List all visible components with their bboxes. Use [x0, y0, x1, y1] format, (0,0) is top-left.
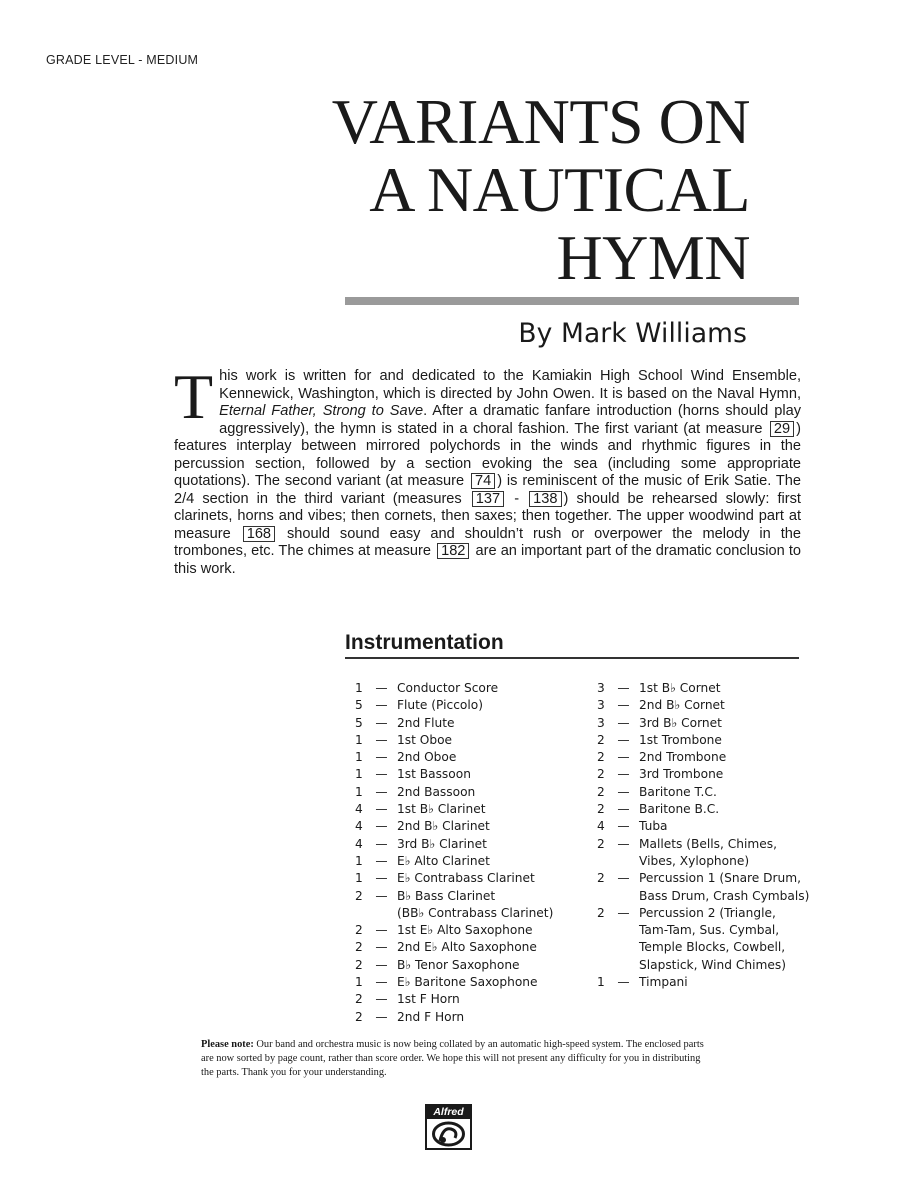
title-line: HYMN	[556, 222, 750, 293]
instrument-name: 1st B♭ Cornet	[639, 681, 721, 695]
instrument-name: 2nd E♭ Alto Saxophone	[397, 940, 537, 955]
page-title	[332, 88, 750, 292]
instrument-quantity: 4	[355, 836, 363, 851]
instrument-quantity: 3	[597, 681, 605, 695]
instrument-name: 1st E♭ Alto Saxophone	[397, 923, 533, 938]
instrument-row	[597, 715, 827, 732]
instrument-dash: —	[375, 1009, 388, 1024]
instrument-dash: —	[375, 853, 388, 868]
instrument-quantity: 1	[355, 767, 363, 782]
instrument-name: 2nd Oboe	[397, 750, 457, 765]
instrument-dash: —	[375, 784, 388, 799]
notes-text: ) should be rehearsed slowly: first clarinets, horns and vibes; then cornets, then saxes; then together. The upper woodwind part at measure	[174, 490, 801, 542]
instrument-row	[597, 801, 827, 818]
instrument-row	[355, 853, 595, 870]
logo-text: Alfred	[427, 1106, 470, 1119]
instrument-row	[355, 715, 595, 732]
instrument-name: B♭ Bass Clarinet	[397, 888, 496, 903]
instrument-dash: —	[375, 923, 388, 938]
instrument-row	[597, 749, 827, 766]
instrument-name: Percussion 2 (Triangle,	[639, 905, 776, 920]
instrument-name: E♭ Alto Clarinet	[397, 853, 490, 868]
instrument-row	[597, 818, 827, 835]
instrument-name: 2nd Bassoon	[397, 784, 476, 799]
instrument-name: Vibes, Xylophone)	[639, 853, 750, 868]
instrument-dash: —	[617, 905, 630, 920]
instrument-row	[355, 939, 595, 956]
instrument-name: 1st Oboe	[397, 732, 453, 747]
alfred-music-logo-icon	[425, 1104, 472, 1150]
instrument-quantity: 2	[597, 836, 605, 851]
instrument-row	[597, 697, 827, 714]
instrument-dash: —	[375, 871, 388, 886]
note-label: Please note:	[201, 1039, 254, 1050]
instrument-dash: —	[375, 992, 388, 1007]
instrument-name: Slapstick, Wind Chimes)	[639, 957, 786, 972]
measure-number-box: 168	[243, 526, 275, 542]
instrument-row	[597, 870, 827, 887]
instrument-dash	[608, 888, 639, 905]
instrument-dash: —	[617, 715, 630, 730]
instrument-quantity: 5	[355, 698, 363, 713]
instrument-name: Bass Drum, Crash Cymbals)	[639, 888, 810, 903]
instrument-name: Tam-Tam, Sus. Cymbal,	[639, 923, 780, 938]
instrument-quantity	[355, 905, 366, 922]
note-text: Our band and orchestra music is now being collated by an automatic high-speed system. The enclosed parts are now sorted by page count, rather than score order. We hope this will not present any difficulty for you in distributing the parts. Thank you for your understanding.	[201, 1039, 704, 1078]
drop-cap: T	[174, 361, 214, 432]
instrument-row	[597, 784, 827, 801]
instrument-row	[355, 922, 595, 939]
program-notes	[174, 361, 802, 578]
instrument-quantity: 2	[355, 923, 363, 938]
instrument-dash: —	[375, 698, 388, 713]
instrument-quantity: 2	[597, 750, 605, 765]
instrument-quantity: 2	[355, 1009, 363, 1024]
instrumentation-list-right	[597, 680, 827, 991]
instrument-dash: —	[375, 750, 388, 765]
instrument-row	[597, 836, 827, 853]
measure-number-box: 29	[770, 421, 794, 437]
instrument-name: 3rd Trombone	[639, 767, 724, 782]
composer-byline: By Mark Williams	[518, 318, 747, 349]
instrument-row	[597, 766, 827, 783]
instrument-row	[597, 732, 827, 749]
instrument-dash: —	[617, 681, 630, 695]
instrument-name: Conductor Score	[397, 681, 499, 695]
instrument-quantity: 3	[597, 715, 605, 730]
instrument-dash: —	[617, 819, 630, 834]
instrument-quantity: 1	[355, 732, 363, 747]
instrument-quantity	[597, 957, 608, 974]
instrument-quantity	[597, 888, 608, 905]
instrument-dash: —	[617, 732, 630, 747]
notes-text: . After a dramatic fanfare introduction (horns should play aggressively), the hymn is stated in a choral fashion. The first variant (at measure	[219, 403, 801, 437]
instrument-quantity: 1	[355, 784, 363, 799]
instrument-dash: —	[375, 681, 388, 695]
instrument-name: Mallets (Bells, Chimes,	[639, 836, 777, 851]
instrument-row	[597, 922, 827, 939]
instrument-quantity: 1	[355, 750, 363, 765]
instrument-name: 2nd B♭ Cornet	[639, 698, 725, 713]
instrument-quantity: 2	[355, 992, 363, 1007]
instrument-quantity: 2	[355, 940, 363, 955]
instrument-dash: —	[617, 802, 630, 817]
instrument-dash: —	[375, 957, 388, 972]
instrument-quantity: 5	[355, 715, 363, 730]
instrument-row	[355, 818, 595, 835]
instrument-dash: —	[375, 819, 388, 834]
instrument-quantity: 2	[597, 784, 605, 799]
instrument-quantity: 1	[355, 871, 363, 886]
instrument-quantity: 2	[355, 888, 363, 903]
instrument-row	[355, 888, 595, 905]
instrument-quantity: 4	[597, 819, 605, 834]
instrument-dash: —	[375, 732, 388, 747]
instrument-quantity: 4	[355, 802, 363, 817]
instrument-name: 1st B♭ Clarinet	[397, 802, 486, 817]
instrument-dash: —	[375, 888, 388, 903]
instrument-row	[355, 784, 595, 801]
notes-text: should sound easy and shouldn’t rush or overpower the melody in the trombones, etc. The chimes at measure	[174, 525, 801, 559]
instrument-row	[597, 905, 827, 922]
instrument-row	[597, 939, 827, 956]
instrument-dash: —	[375, 940, 388, 955]
instrument-name: Baritone T.C.	[639, 784, 717, 799]
instrument-quantity: 2	[597, 871, 605, 886]
instrument-row	[355, 1009, 595, 1026]
instrument-name: (BB♭ Contrabass Clarinet)	[397, 905, 554, 920]
instrumentation-divider	[345, 657, 799, 659]
instrument-quantity: 2	[597, 767, 605, 782]
notes-text: his work is written for and dedicated to the Kamiakin High School Wind Ensemble, Kennewick, Washington, which is directed by John Owen. It is based on the Naval Hymn,	[219, 368, 801, 402]
instrument-row	[355, 974, 595, 991]
title-divider	[345, 297, 799, 305]
notes-text: -	[506, 490, 528, 507]
measure-number-box: 137	[472, 491, 504, 507]
instrument-name: Temple Blocks, Cowbell,	[639, 940, 786, 955]
instrument-dash: —	[617, 750, 630, 765]
instrument-name: 2nd Trombone	[639, 750, 727, 765]
instrument-dash	[608, 922, 639, 939]
instrument-name: 2nd B♭ Clarinet	[397, 819, 490, 834]
instrument-row	[597, 888, 827, 905]
instrument-dash	[608, 957, 639, 974]
instrument-dash: —	[375, 767, 388, 782]
instrument-name: Flute (Piccolo)	[397, 698, 483, 713]
instrument-dash: —	[617, 767, 630, 782]
logo-mark-icon	[431, 1121, 466, 1147]
instrumentation-heading: Instrumentation	[345, 631, 504, 654]
instrument-dash	[608, 939, 639, 956]
instrument-quantity: 2	[597, 905, 605, 920]
instrument-dash: —	[617, 871, 630, 886]
title-line: VARIANTS ON	[331, 86, 750, 157]
notes-text: ) features interplay between mirrored polychords in the winds and rhythmic figures in the percussion section, followed by a section evoking the sea (including some appropriate quotations). The second variant (at measure	[174, 420, 801, 489]
instrument-row	[597, 680, 827, 697]
instrument-quantity: 3	[597, 698, 605, 713]
instrument-name: E♭ Contrabass Clarinet	[397, 871, 535, 886]
instrument-quantity: 1	[355, 975, 363, 990]
instrument-quantity: 2	[597, 732, 605, 747]
instrument-row	[355, 870, 595, 887]
grade-level-label: GRADE LEVEL - MEDIUM	[46, 53, 199, 67]
instrument-name: Timpani	[639, 975, 688, 990]
instrument-row	[355, 749, 595, 766]
instrument-row	[597, 957, 827, 974]
instrument-name: 3rd B♭ Cornet	[639, 715, 722, 730]
instrument-dash: —	[617, 698, 630, 713]
instrument-dash: —	[617, 784, 630, 799]
instrument-row	[355, 766, 595, 783]
instrument-dash	[608, 853, 639, 870]
instrument-row	[355, 801, 595, 818]
hymn-title: Eternal Father, Strong to Save	[219, 403, 424, 419]
instrument-dash	[366, 905, 397, 922]
instrument-name: 2nd F Horn	[397, 1009, 465, 1024]
collation-note	[201, 1038, 711, 1080]
instrument-name: Baritone B.C.	[639, 802, 720, 817]
instrument-quantity: 1	[597, 975, 605, 990]
instrument-row	[355, 680, 595, 697]
instrument-name: Percussion 1 (Snare Drum,	[639, 871, 802, 886]
instrument-quantity: 1	[355, 853, 363, 868]
instrument-name: 3rd B♭ Clarinet	[397, 836, 487, 851]
instrument-quantity	[597, 939, 608, 956]
measure-number-box: 138	[529, 491, 561, 507]
notes-text: ) is reminiscent of the music of Erik Satie. The 2/4 section in the third variant (measures	[174, 473, 801, 507]
instrument-name: B♭ Tenor Saxophone	[397, 957, 520, 972]
instrument-quantity	[597, 853, 608, 870]
instrument-dash: —	[375, 715, 388, 730]
instrument-dash: —	[375, 975, 388, 990]
title-line: A NAUTICAL	[369, 154, 750, 225]
instrument-quantity: 1	[355, 681, 363, 695]
instrument-name: 1st Trombone	[639, 732, 722, 747]
measure-number-box: 74	[471, 473, 495, 489]
instrument-name: 2nd Flute	[397, 715, 455, 730]
instrument-quantity	[597, 922, 608, 939]
instrument-name: 1st F Horn	[397, 992, 460, 1007]
instrument-row	[355, 697, 595, 714]
instrument-quantity: 4	[355, 819, 363, 834]
instrument-name: Tuba	[639, 819, 668, 834]
instrumentation-list-left	[355, 680, 595, 1026]
instrument-dash: —	[375, 836, 388, 851]
instrument-row	[597, 853, 827, 870]
instrument-row	[355, 991, 595, 1008]
instrument-row	[355, 732, 595, 749]
instrument-quantity: 2	[597, 802, 605, 817]
instrument-name: E♭ Baritone Saxophone	[397, 975, 538, 990]
notes-text: are an important part of the dramatic conclusion to this work.	[174, 543, 802, 577]
instrument-dash: —	[617, 975, 630, 990]
instrument-name: 1st Bassoon	[397, 767, 471, 782]
instrument-row	[597, 974, 827, 991]
instrument-dash: —	[375, 802, 388, 817]
instrument-row	[355, 957, 595, 974]
instrument-row	[355, 836, 595, 853]
instrument-dash: —	[617, 836, 630, 851]
instrument-row	[355, 905, 595, 922]
measure-number-box: 182	[437, 543, 469, 559]
instrument-quantity: 2	[355, 957, 363, 972]
